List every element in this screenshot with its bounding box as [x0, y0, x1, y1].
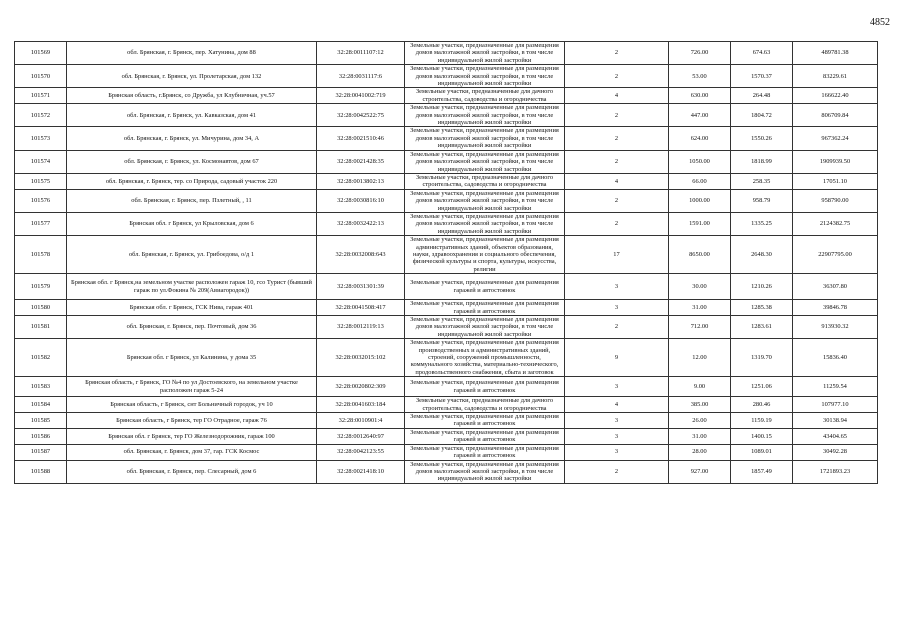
- cadastral-value-cell: 806709.84: [793, 104, 878, 127]
- table-row: [15, 444, 878, 460]
- cadastral-number-cell: 32:28:0021510:46: [317, 127, 405, 150]
- table-row: [15, 397, 878, 413]
- cadastral-value-cell: 15836.40: [793, 339, 878, 377]
- table-row: [15, 316, 878, 339]
- group-number-cell: 2: [565, 42, 669, 65]
- cadastral-number-cell: 32:28:0041002:719: [317, 88, 405, 104]
- cadastral-number-cell: 32:28:0042522:75: [317, 104, 405, 127]
- address-cell: Брянская обл. г Брянск, тер ГО Железнодорожник, гараж 100: [67, 428, 317, 444]
- cadastral-value-cell: 36307.80: [793, 274, 878, 300]
- address-cell: обл. Брянская, г. Брянск, ул. Пролетарская, дом 132: [67, 65, 317, 88]
- record-id-cell: 101581: [15, 316, 67, 339]
- area-cell: 12.00: [669, 339, 731, 377]
- area-cell: 66.00: [669, 173, 731, 189]
- table-row: [15, 127, 878, 150]
- area-cell: 447.00: [669, 104, 731, 127]
- group-number-cell: 4: [565, 88, 669, 104]
- unit-value-cell: 1210.26: [731, 274, 793, 300]
- unit-value-cell: 2648.30: [731, 236, 793, 274]
- record-id-cell: 101587: [15, 444, 67, 460]
- area-cell: 630.00: [669, 88, 731, 104]
- address-cell: обл. Брянская, г. Брянск, пер. Слесарный, дом 6: [67, 460, 317, 483]
- record-id-cell: 101571: [15, 88, 67, 104]
- land-use-cell: Земельные участки, предназначенные для размещения домов малоэтажной жилой застройки, в том числе индивидуальной жилой застройки: [405, 189, 565, 212]
- cadastral-number-cell: 32:28:0032422:13: [317, 212, 405, 235]
- cadastral-value-cell: 107977.10: [793, 397, 878, 413]
- land-use-cell: Земельные участки, предназначенные для размещения административных зданий, объектов образования, науки, здравоохранения и социального обеспечения, физической культуры и спорта, культуры, искусства, религии: [405, 236, 565, 274]
- land-use-cell: Земельные участки, предназначенные для размещения производственных и административных зданий, строений, сооружений промышленности, коммунального хозяйства, материально-технического, продовольственного снабжения, сбыта и заготовок: [405, 339, 565, 377]
- group-number-cell: 17: [565, 236, 669, 274]
- land-use-cell: Земельные участки, предназначенные для размещения гаражей и автостоянок: [405, 300, 565, 316]
- group-number-cell: 2: [565, 316, 669, 339]
- record-id-cell: 101586: [15, 428, 67, 444]
- address-cell: обл. Брянская, г. Брянск, ул. Грибоедова, о/д 1: [67, 236, 317, 274]
- unit-value-cell: 1804.72: [731, 104, 793, 127]
- record-id-cell: 101588: [15, 460, 67, 483]
- land-use-cell: Земельные участки, предназначенные для размещения гаражей и автостоянок: [405, 274, 565, 300]
- group-number-cell: 4: [565, 173, 669, 189]
- land-use-cell: Земельные участки, предназначенные для размещения домов малоэтажной жилой застройки, в том числе индивидуальной жилой застройки: [405, 127, 565, 150]
- cadastral-registry-table: [14, 41, 878, 484]
- cadastral-value-cell: 83229.61: [793, 65, 878, 88]
- record-id-cell: 101582: [15, 339, 67, 377]
- record-id-cell: 101577: [15, 212, 67, 235]
- group-number-cell: 2: [565, 212, 669, 235]
- group-number-cell: 2: [565, 104, 669, 127]
- land-use-cell: Земельные участки, предназначенные для дачного строительства, садоводства и огородничества: [405, 173, 565, 189]
- group-number-cell: 2: [565, 150, 669, 173]
- cadastral-number-cell: 32:28:0020802:309: [317, 377, 405, 397]
- record-id-cell: 101570: [15, 65, 67, 88]
- table-row: [15, 150, 878, 173]
- cadastral-value-cell: 17051.10: [793, 173, 878, 189]
- record-id-cell: 101578: [15, 236, 67, 274]
- address-cell: обл. Брянская, г. Брянск, пер. Пзлетный, , 11: [67, 189, 317, 212]
- table-row: [15, 236, 878, 274]
- address-cell: обл. Брянская, г. Брянск, пер. Почтовый, дом 36: [67, 316, 317, 339]
- cadastral-number-cell: 32:28:0021418:10: [317, 460, 405, 483]
- group-number-cell: 3: [565, 428, 669, 444]
- address-cell: обл. Брянская, г. Брянск, дом 37, гар. ГСК Космос: [67, 444, 317, 460]
- cadastral-value-cell: 1721893.23: [793, 460, 878, 483]
- land-use-cell: Земельные участки, предназначенные для размещения гаражей и автостоянок: [405, 428, 565, 444]
- cadastral-value-cell: 22907795.00: [793, 236, 878, 274]
- table-row: [15, 300, 878, 316]
- area-cell: 8650.00: [669, 236, 731, 274]
- cadastral-number-cell: 32:28:0031301:39: [317, 274, 405, 300]
- group-number-cell: 2: [565, 460, 669, 483]
- table-row: [15, 460, 878, 483]
- area-cell: 712.00: [669, 316, 731, 339]
- unit-value-cell: 1400.15: [731, 428, 793, 444]
- unit-value-cell: 1159.19: [731, 413, 793, 429]
- unit-value-cell: 1251.06: [731, 377, 793, 397]
- cadastral-number-cell: 32:28:0041603:184: [317, 397, 405, 413]
- area-cell: 927.00: [669, 460, 731, 483]
- land-use-cell: Земельные участки, предназначенные для дачного строительства, садоводства и огородничества: [405, 397, 565, 413]
- record-id-cell: 101573: [15, 127, 67, 150]
- cadastral-number-cell: 32:28:0032008:643: [317, 236, 405, 274]
- unit-value-cell: 1335.25: [731, 212, 793, 235]
- record-id-cell: 101569: [15, 42, 67, 65]
- group-number-cell: 3: [565, 413, 669, 429]
- land-use-cell: Земельные участки, предназначенные для дачного строительства, садоводства и огородничества: [405, 88, 565, 104]
- land-use-cell: Земельные участки, предназначенные для размещения домов малоэтажной жилой застройки, в том числе индивидуальной жилой застройки: [405, 42, 565, 65]
- cadastral-value-cell: 967362.24: [793, 127, 878, 150]
- cadastral-number-cell: 32:28:0010901:4: [317, 413, 405, 429]
- area-cell: 385.00: [669, 397, 731, 413]
- cadastral-value-cell: 39846.78: [793, 300, 878, 316]
- table-row: [15, 104, 878, 127]
- address-cell: Брянская область, г Брянск, ГО №4 по ул Достоевского, на земельном участке расположен гараж 5-24: [67, 377, 317, 397]
- group-number-cell: 3: [565, 274, 669, 300]
- area-cell: 1000.00: [669, 189, 731, 212]
- group-number-cell: 2: [565, 65, 669, 88]
- group-number-cell: 9: [565, 339, 669, 377]
- unit-value-cell: 1285.38: [731, 300, 793, 316]
- table-row: [15, 428, 878, 444]
- record-id-cell: 101574: [15, 150, 67, 173]
- cadastral-value-cell: 913930.32: [793, 316, 878, 339]
- unit-value-cell: 674.63: [731, 42, 793, 65]
- cadastral-number-cell: 32:28:0012119:13: [317, 316, 405, 339]
- unit-value-cell: 1319.70: [731, 339, 793, 377]
- unit-value-cell: 958.79: [731, 189, 793, 212]
- group-number-cell: 4: [565, 397, 669, 413]
- area-cell: 30.00: [669, 274, 731, 300]
- cadastral-number-cell: 32:28:0012640:97: [317, 428, 405, 444]
- unit-value-cell: 1818.99: [731, 150, 793, 173]
- area-cell: 1050.00: [669, 150, 731, 173]
- area-cell: 31.00: [669, 300, 731, 316]
- cadastral-value-cell: 30492.28: [793, 444, 878, 460]
- cadastral-number-cell: 32:28:0041508:417: [317, 300, 405, 316]
- land-use-cell: Земельные участки, предназначенные для размещения домов малоэтажной жилой застройки, в том числе индивидуальной жилой застройки: [405, 460, 565, 483]
- unit-value-cell: 280.46: [731, 397, 793, 413]
- area-cell: 28.00: [669, 444, 731, 460]
- record-id-cell: 101585: [15, 413, 67, 429]
- table-row: [15, 274, 878, 300]
- table-row: [15, 173, 878, 189]
- cadastral-value-cell: 2124382.75: [793, 212, 878, 235]
- address-cell: обл. Брянская, г. Брянск, тер. со Природа, садовый участок 220: [67, 173, 317, 189]
- group-number-cell: 3: [565, 444, 669, 460]
- address-cell: обл. Брянская, г. Брянск, пер. Хатунина, дом 88: [67, 42, 317, 65]
- land-use-cell: Земельные участки, предназначенные для размещения гаражей и автостоянок: [405, 377, 565, 397]
- land-use-cell: Земельные участки, предназначенные для размещения домов малоэтажной жилой застройки, в том числе индивидуальной жилой застройки: [405, 212, 565, 235]
- address-cell: Брянская область, г Брянск, тер ГО Отрадное, гараж 76: [67, 413, 317, 429]
- address-cell: обл. Брянская, г. Брянск, ул. Космонавтов, дом 67: [67, 150, 317, 173]
- page-number: 4852: [870, 17, 890, 28]
- table-row: [15, 413, 878, 429]
- cadastral-number-cell: 32:28:0030816:10: [317, 189, 405, 212]
- address-cell: Брянская область, г.Брянск, со Дружба, ул Клубничная, уч.57: [67, 88, 317, 104]
- cadastral-value-cell: 11259.54: [793, 377, 878, 397]
- record-id-cell: 101576: [15, 189, 67, 212]
- cadastral-number-cell: 32:28:0011107:12: [317, 42, 405, 65]
- cadastral-value-cell: 30138.94: [793, 413, 878, 429]
- table-row: [15, 212, 878, 235]
- unit-value-cell: 258.35: [731, 173, 793, 189]
- group-number-cell: 2: [565, 127, 669, 150]
- address-cell: Брянская область, г Брянск, снт Больничный городок, уч 10: [67, 397, 317, 413]
- area-cell: 726.00: [669, 42, 731, 65]
- land-use-cell: Земельные участки, предназначенные для размещения домов малоэтажной жилой застройки, в том числе индивидуальной жилой застройки: [405, 316, 565, 339]
- table-row: [15, 88, 878, 104]
- cadastral-number-cell: 32:28:0032015:102: [317, 339, 405, 377]
- unit-value-cell: 264.48: [731, 88, 793, 104]
- table-row: [15, 42, 878, 65]
- cadastral-number-cell: 32:28:0013802:13: [317, 173, 405, 189]
- land-use-cell: Земельные участки, предназначенные для размещения домов малоэтажной жилой застройки, в том числе индивидуальной жилой застройки: [405, 65, 565, 88]
- group-number-cell: 3: [565, 300, 669, 316]
- cadastral-number-cell: 32:28:0031117:6: [317, 65, 405, 88]
- cadastral-value-cell: 489781.38: [793, 42, 878, 65]
- land-use-cell: Земельные участки, предназначенные для размещения гаражей и автостоянок: [405, 413, 565, 429]
- cadastral-number-cell: 32:28:0042123:55: [317, 444, 405, 460]
- cadastral-number-cell: 32:28:0021428:35: [317, 150, 405, 173]
- table-row: [15, 65, 878, 88]
- group-number-cell: 3: [565, 377, 669, 397]
- unit-value-cell: 1283.61: [731, 316, 793, 339]
- area-cell: 26.00: [669, 413, 731, 429]
- area-cell: 624.00: [669, 127, 731, 150]
- unit-value-cell: 1570.37: [731, 65, 793, 88]
- address-cell: Брянская обл. г Брянск, ул Крыловская, дом 6: [67, 212, 317, 235]
- address-cell: обл. Брянская, г. Брянск, ул. Кавказская, дом 41: [67, 104, 317, 127]
- table-row: [15, 189, 878, 212]
- land-use-cell: Земельные участки, предназначенные для размещения гаражей и автостоянок: [405, 444, 565, 460]
- record-id-cell: 101580: [15, 300, 67, 316]
- area-cell: 1591.00: [669, 212, 731, 235]
- unit-value-cell: 1089.01: [731, 444, 793, 460]
- address-cell: Брянская обл. г Брянск, ул Калинина, у дома 35: [67, 339, 317, 377]
- unit-value-cell: 1857.49: [731, 460, 793, 483]
- cadastral-value-cell: 43404.65: [793, 428, 878, 444]
- address-cell: Брянская обл. г Брянск, ГСК Нива, гараж 401: [67, 300, 317, 316]
- group-number-cell: 2: [565, 189, 669, 212]
- land-use-cell: Земельные участки, предназначенные для размещения домов малоэтажной жилой застройки, в том числе индивидуальной жилой застройки: [405, 150, 565, 173]
- record-id-cell: 101584: [15, 397, 67, 413]
- table-row: [15, 339, 878, 377]
- record-id-cell: 101572: [15, 104, 67, 127]
- record-id-cell: 101575: [15, 173, 67, 189]
- area-cell: 9.00: [669, 377, 731, 397]
- land-use-cell: Земельные участки, предназначенные для размещения домов малоэтажной жилой застройки, в том числе индивидуальной жилой застройки: [405, 104, 565, 127]
- cadastral-value-cell: 1909939.50: [793, 150, 878, 173]
- record-id-cell: 101583: [15, 377, 67, 397]
- area-cell: 31.00: [669, 428, 731, 444]
- area-cell: 53.00: [669, 65, 731, 88]
- cadastral-value-cell: 958790.00: [793, 189, 878, 212]
- table-row: [15, 377, 878, 397]
- unit-value-cell: 1550.26: [731, 127, 793, 150]
- cadastral-value-cell: 166622.40: [793, 88, 878, 104]
- record-id-cell: 101579: [15, 274, 67, 300]
- address-cell: Брянская обл. г Брянск,на земельном участке расположен гараж 10, гсо Турист (бывший гараж по ул.Фокина № 209(Авиагородок)): [67, 274, 317, 300]
- address-cell: обл. Брянская, г. Брянск, ул. Мичурина, дом 34, А: [67, 127, 317, 150]
